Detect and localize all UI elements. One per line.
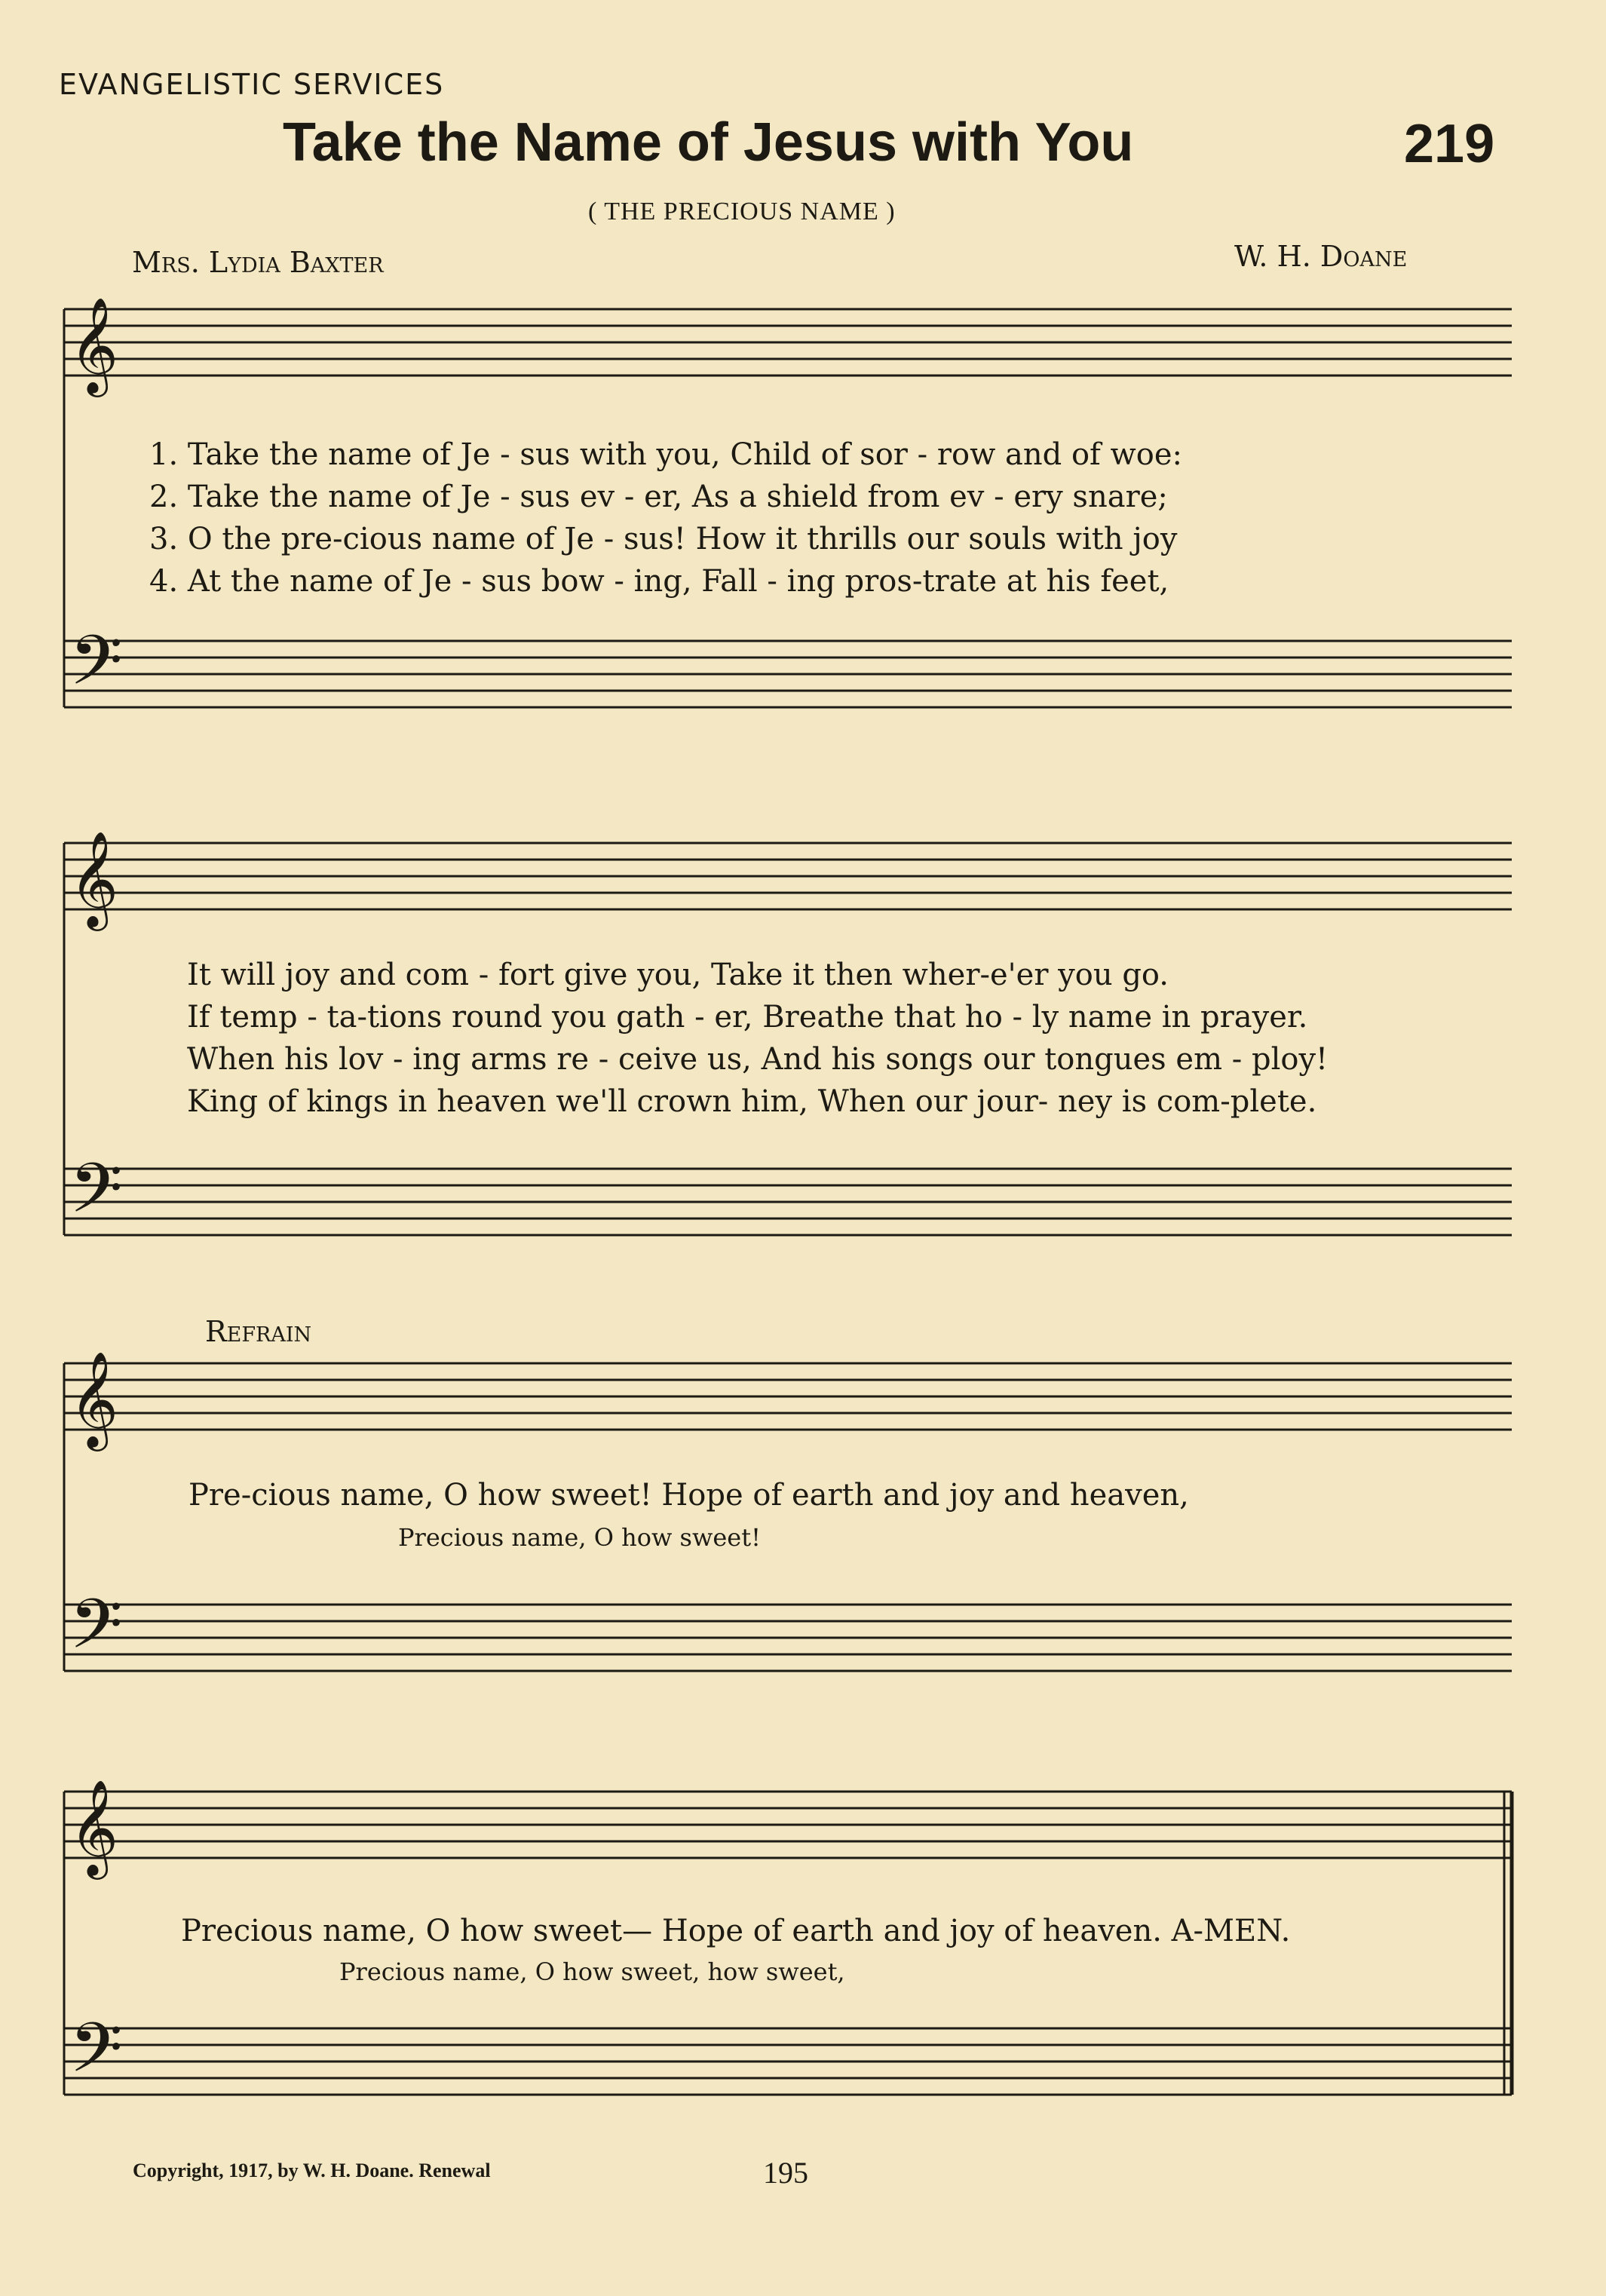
verse-2-line-1: 2. Take the name of Je - sus ev - er, As a shield from ev - ery snare; <box>149 480 1168 514</box>
verse-3-line-1: 3. O the pre-cious name of Je - sus! How it thrills our souls with joy <box>149 522 1178 556</box>
verse-3-line-2: When his lov - ing arms re - ceive us, And his songs our tongues em - ploy! <box>187 1042 1329 1077</box>
hymn-number: 219 <box>1404 114 1495 174</box>
refrain-line-1-bass: Precious name, O how sweet! <box>398 1523 761 1552</box>
hymn-title: Take the Name of Jesus with You <box>283 112 1134 173</box>
verse-4-line-2: King of kings in heaven we'll crown him, When our jour- ney is com-plete. <box>187 1084 1317 1119</box>
svg-text:𝄢: 𝄢 <box>69 621 123 717</box>
svg-text:𝄢: 𝄢 <box>69 2008 123 2104</box>
page-number: 195 <box>763 2156 808 2190</box>
clefs <box>69 296 123 2104</box>
svg-text:𝄞: 𝄞 <box>69 830 119 927</box>
svg-text:𝄞: 𝄞 <box>69 1779 119 1875</box>
staff-system-2-treble <box>64 843 1512 909</box>
author: Mrs. Lydia Baxter <box>132 246 384 279</box>
verse-1-line-1: 1. Take the name of Je - sus with you, Child of sor - row and of woe: <box>149 437 1183 472</box>
verse-block-1 <box>149 434 1182 602</box>
staff-system-3-bass <box>64 1605 1512 1671</box>
staff-system-1-bass <box>64 641 1512 707</box>
staff-system-2-bass <box>64 1169 1512 1235</box>
staff-system-3-treble <box>64 1363 1512 1430</box>
refrain-line-2: Precious name, O how sweet— Hope of earth and joy of heaven. A-MEN. <box>181 1914 1291 1948</box>
composer: W. H. Doane <box>1234 240 1408 273</box>
svg-text:𝄢: 𝄢 <box>69 1584 123 1681</box>
verse-block-2 <box>187 954 1328 1123</box>
staff-system-1-treble <box>64 309 1512 376</box>
section-label: EVANGELISTIC SERVICES <box>59 68 445 101</box>
hymn-subtitle: ( THE PRECIOUS NAME ) <box>588 198 896 225</box>
staff-system-4-bass <box>64 2028 1512 2095</box>
refrain-label: Refrain <box>205 1315 312 1348</box>
refrain-line-2-bass: Precious name, O how sweet, how sweet, <box>339 1957 845 1986</box>
svg-text:𝄞: 𝄞 <box>69 296 119 393</box>
verse-1-line-2: It will joy and com - fort give you, Take it then wher-e'er you go. <box>187 958 1169 992</box>
verse-4-line-1: 4. At the name of Je - sus bow - ing, Fall - ing pros-trate at his feet, <box>149 564 1169 599</box>
staff-system-4-treble <box>64 1792 1512 1858</box>
svg-text:𝄢: 𝄢 <box>69 1148 123 1245</box>
svg-text:𝄞: 𝄞 <box>69 1350 119 1447</box>
refrain-line-1: Pre-cious name, O how sweet! Hope of earth and joy and heaven, <box>188 1478 1189 1513</box>
verse-2-line-2: If temp - ta-tions round you gath - er, Breathe that ho - ly name in prayer. <box>187 1000 1308 1035</box>
copyright: Copyright, 1917, by W. H. Doane. Renewal <box>133 2160 491 2181</box>
